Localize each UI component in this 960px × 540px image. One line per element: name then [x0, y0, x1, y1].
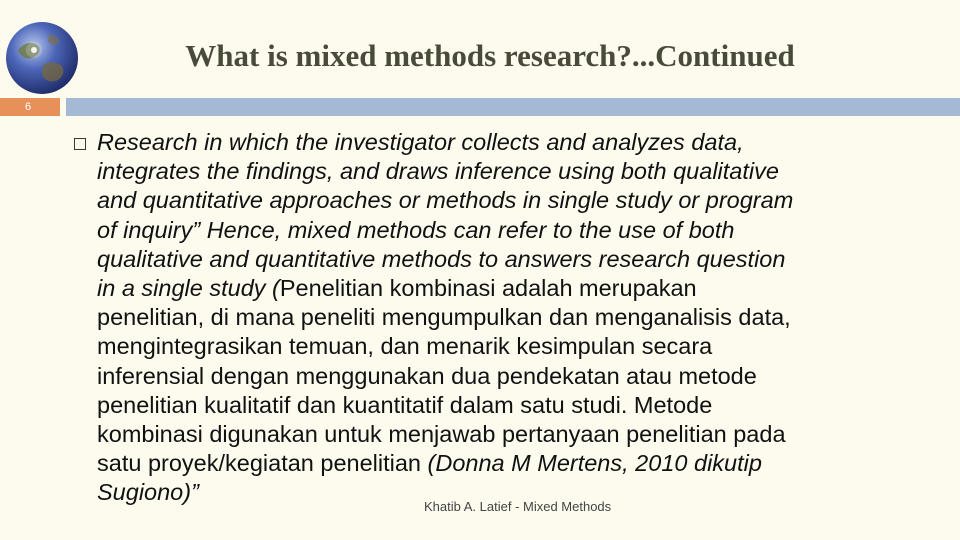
- globe-icon: [4, 20, 80, 96]
- title-divider-bar: [66, 98, 960, 116]
- body-paragraph: [97, 128, 947, 508]
- body-text-citation: (Donna M Mertens, 2010 dikutip Sugiono)”: [97, 450, 762, 506]
- slide-number: 6: [24, 101, 32, 113]
- body-text-english: Research in which the investigator collects and analyzes data, integrates the findings, and draws inference using both qualitative and quantitative approaches or methods in single study or program of inquiry” Hence, mixed methods can refer to the use of both qualitative and quantitative methods to answers research question in a single study (: [97, 129, 794, 302]
- body-text-indonesian: Penelitian kombinasi adalah merupakan penelitian, di mana peneliti mengumpulkan dan menganalisis data, mengintegrasikan temuan, dan menarik kesimpulan secara inferensial dengan menggunakan dua pendekatan atau metode penelitian kualitatif dan kuantitatif dalam satu studi. Metode kombinasi digunakan untuk menjawab pertanyaan penelitian pada satu proyek/kegiatan penelitian: [97, 275, 791, 477]
- slide-footer: Khatib A. Latief - Mixed Methods: [424, 499, 612, 514]
- hollow-square-bullet-icon: [74, 138, 86, 150]
- slide-title: What is mixed methods research?...Continued: [185, 38, 795, 73]
